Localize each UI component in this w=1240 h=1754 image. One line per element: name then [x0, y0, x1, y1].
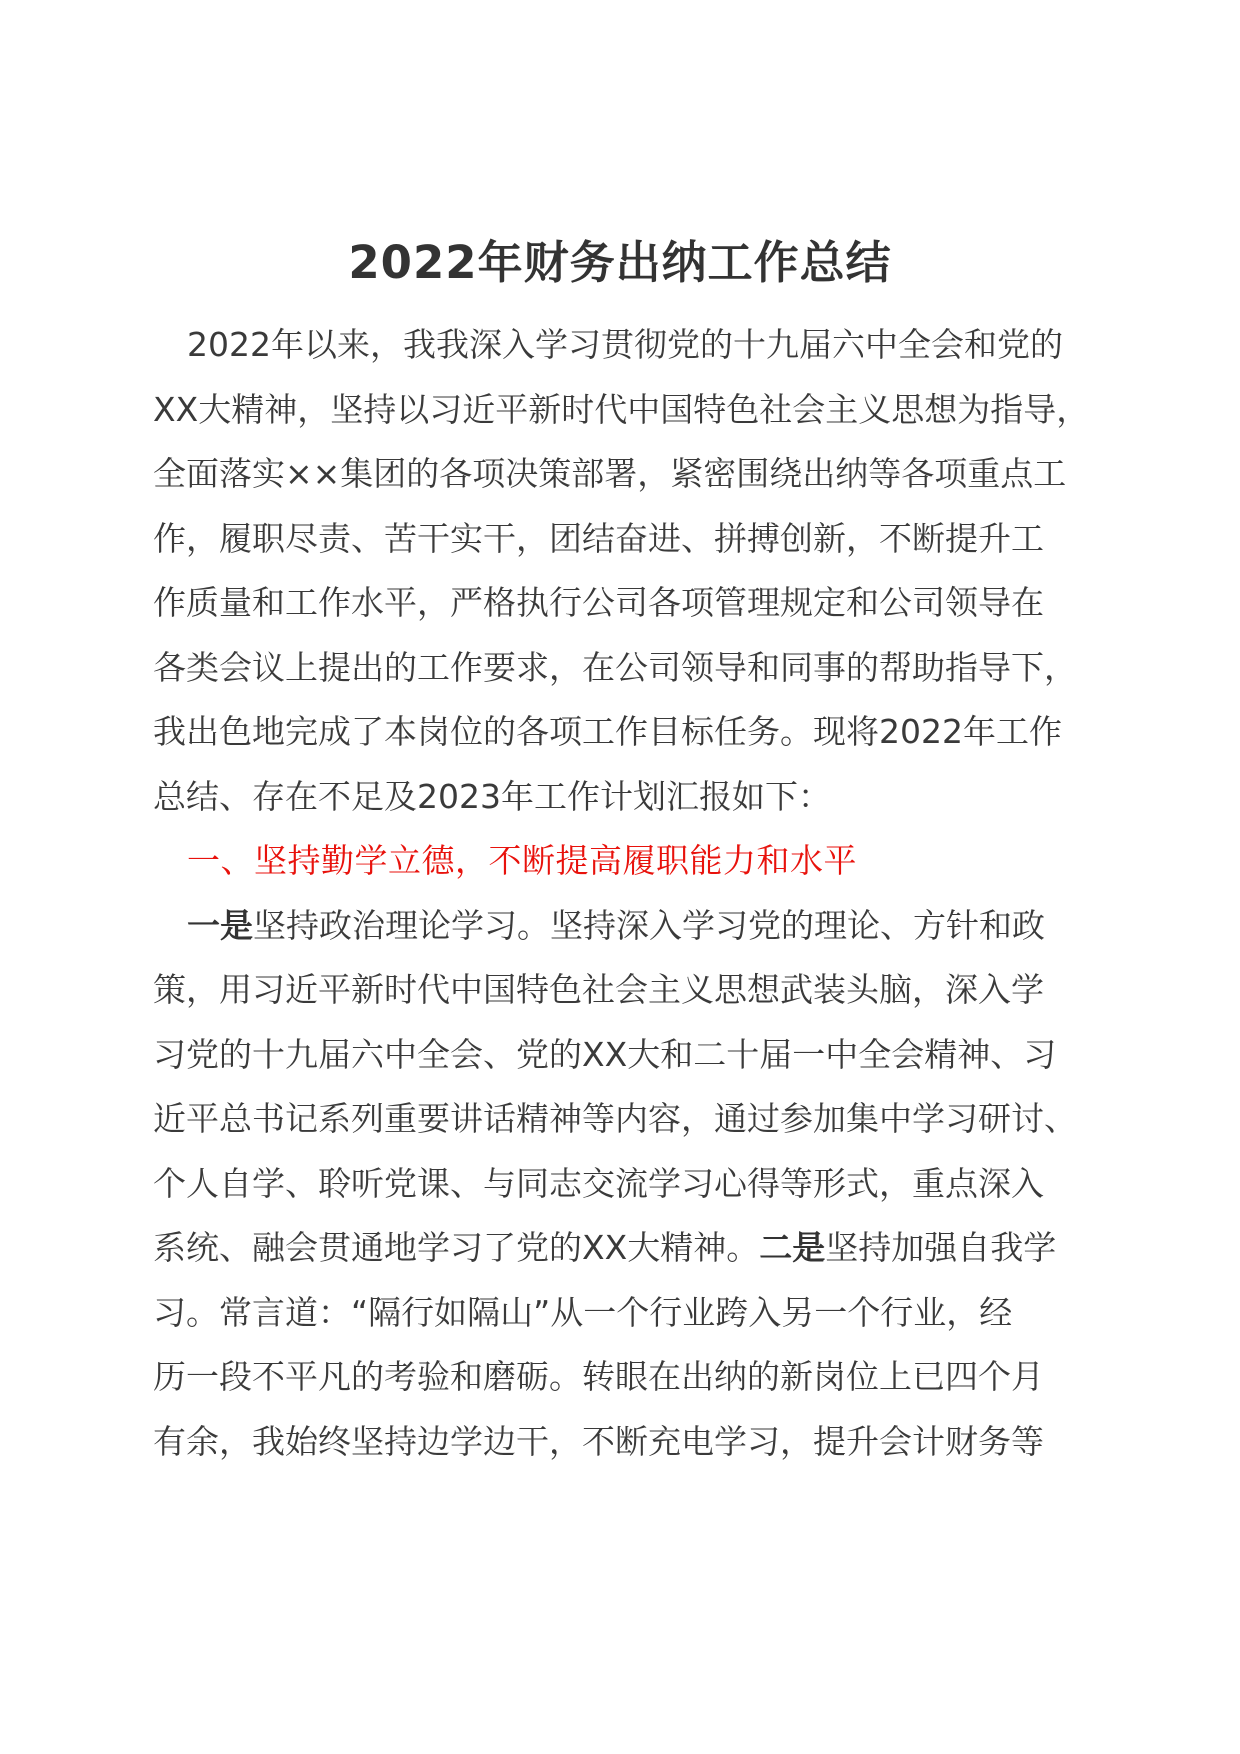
document-body: [153, 313, 1103, 1474]
section-heading-1: 一、坚持勤学立德，不断提高履职能力和水平: [187, 841, 857, 880]
body-line-6: 各类会议上提出的工作要求，在公司领导和同事的帮助指导下，: [153, 647, 1077, 687]
document-title: 2022年财务出纳工作总结: [348, 236, 892, 289]
bold-marker-second: 二是: [759, 1228, 826, 1267]
para2-line-4: 近平总书记系列重要讲话精神等内容，通过参加集中学习研讨、: [153, 1099, 1077, 1138]
body-line-7: 我出色地完成了本岗位的各项工作目标任务。现将2022年工作: [153, 712, 1062, 751]
body-line-5: 作质量和工作水平，严格执行公司各项管理规定和公司领导在: [153, 583, 1044, 622]
para2-line-5: 个人自学、聆听党课、与同志交流学习心得等形式，重点深入: [153, 1163, 1044, 1203]
body-line-3: 全面落实××集团的各项决策部署，紧密围绕出纳等各项重点工: [153, 454, 1067, 493]
body-line-8: 总结、存在不足及2023年工作计划汇报如下：: [153, 776, 831, 816]
bold-marker-first: 一是: [187, 905, 253, 945]
para2-line-3: 习党的十九届六中全会、党的XX大和二十届一中全会精神、习: [153, 1034, 1057, 1074]
para2-line-1: [153, 894, 1103, 959]
body-line-4: 作，履职尽责、苦干实干，团结奋进、拼搏创新，不断提升工: [153, 518, 1044, 558]
para2-line-2: 策，用习近平新时代中国特色社会主义思想武装头脑，深入学: [153, 970, 1044, 1009]
para2-line-9: 有余，我始终坚持边学边干，不断充电学习，提升会计财务等: [153, 1421, 1044, 1461]
para2-line-1-text: 坚持政治理论学习。坚持深入学习党的理论、方针和政: [253, 905, 1045, 945]
para2-line-6-text-b: 坚持加强自我学: [825, 1228, 1057, 1267]
para2-line-8: 历一段不平凡的考验和磨砺。转眼在出纳的新岗位上已四个月: [153, 1357, 1044, 1396]
para2-line-6: [153, 1216, 1103, 1281]
body-line-1: 2022年以来，我我深入学习贯彻党的十九届六中全会和党的: [187, 325, 1063, 364]
para2-line-6-text-a: 系统、融会贯通地学习了党的XX大精神。: [153, 1228, 760, 1267]
body-line-2: XX大精神，坚持以习近平新时代中国特色社会主义思想为指导，: [153, 389, 1090, 429]
para2-line-7: 习。常言道：“隔行如隔山”从一个行业跨入另一个行业，经: [153, 1292, 1013, 1332]
